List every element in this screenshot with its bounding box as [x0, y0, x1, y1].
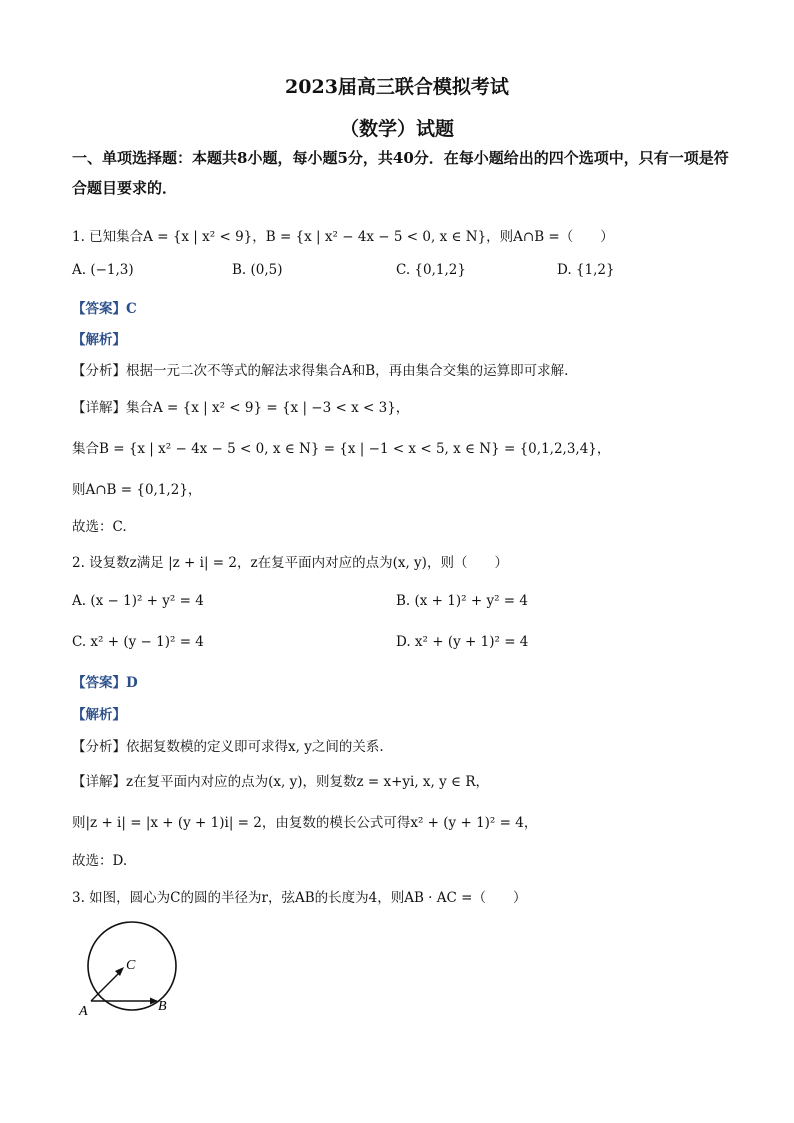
q1-answer: 【答案】C	[72, 301, 137, 317]
label-b: B	[158, 999, 167, 1014]
exam-subtitle: （数学）试题	[339, 118, 454, 140]
q2-option-a: A. (x − 1)² + y² = 4	[72, 593, 204, 609]
q2-option-b: B. (x + 1)² + y² = 4	[396, 593, 528, 609]
q1-detail-2: 集合B = {x | x² − 4x − 5 < 0, x ∈ N} = {x | −1 < x < 5, x ∈ N} = {0,1,2,3,4}，	[72, 441, 611, 457]
exam-title: 2023届高三联合模拟考试	[285, 76, 509, 98]
vector-ac	[91, 972, 120, 1001]
label-a: A	[79, 1004, 88, 1019]
section-header: 一、单项选择题：本题共8小题，每小题5分，共40分．在每小题给出的四个选项中，只有一项是符合题目要求的．	[72, 149, 729, 197]
q1-detail-1: 【详解】集合A = {x | x² < 9} = {x | −3 < x < 3}，	[72, 400, 410, 416]
q1-option-c: C. {0,1,2}	[396, 262, 466, 278]
q1-option-a: A. (−1,3)	[72, 262, 134, 278]
q1-option-d: D. {1,2}	[557, 262, 615, 278]
q2-detail-2: 则|z + i| = |x + (y + 1)i| = 2，由复数的模长公式可得x² + (y + 1)² = 4，	[72, 815, 538, 831]
q3-stem: 3. 如图，圆心为C的圆的半径为r，弦AB的长度为4，则AB · AC =（ ）	[72, 890, 527, 906]
q1-analysis-label: 【解析】	[72, 332, 126, 348]
q2-option-c: C. x² + (y − 1)² = 4	[72, 634, 204, 650]
q1-fenxi: 【分析】根据一元二次不等式的解法求得集合A和B，再由集合交集的运算即可求解.	[72, 363, 569, 379]
circle-figure	[72, 914, 202, 1024]
label-c: C	[126, 958, 136, 973]
q1-stem: 1. 已知集合A = {x | x² < 9}，B = {x | x² − 4x − 5 < 0, x ∈ N}，则A∩B =（ ）	[72, 229, 614, 245]
q2-choose: 故选：D.	[72, 853, 128, 869]
q2-analysis-label: 【解析】	[72, 707, 126, 723]
q1-choose: 故选：C.	[72, 519, 127, 535]
q2-fenxi: 【分析】依据复数模的定义即可求得x, y之间的关系.	[72, 739, 384, 755]
q2-answer: 【答案】D	[72, 675, 138, 691]
q2-stem: 2. 设复数z满足 |z + i| = 2，z在复平面内对应的点为(x, y)，则（ ）	[72, 555, 508, 571]
q2-detail-1: 【详解】z在复平面内对应的点为(x, y)，则复数z = x+yi, x, y ∈ R，	[72, 774, 489, 790]
q1-detail-3: 则A∩B = {0,1,2}，	[72, 482, 202, 498]
q1-option-b: B. (0,5)	[232, 262, 283, 278]
q2-option-d: D. x² + (y + 1)² = 4	[396, 634, 529, 650]
vector-ac-arrowhead	[115, 967, 124, 976]
